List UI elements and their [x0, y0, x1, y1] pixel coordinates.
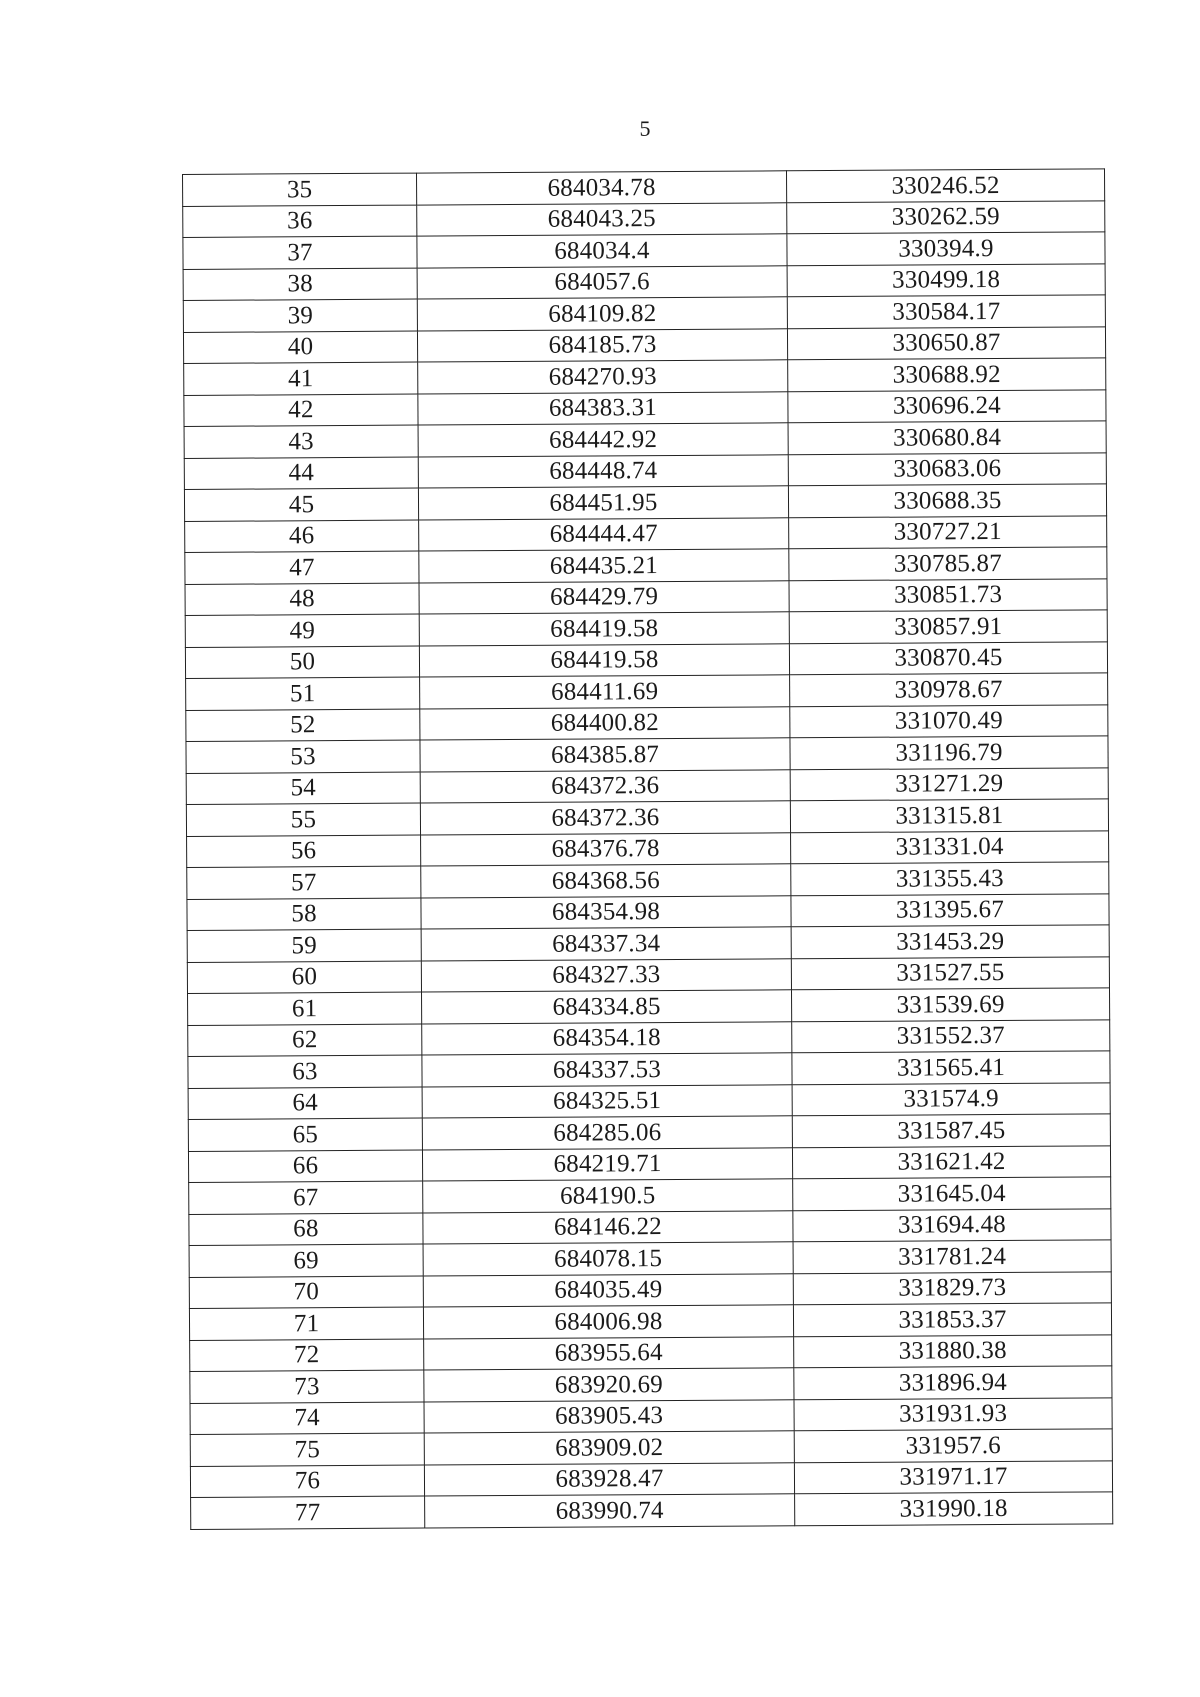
x-coordinate-cell: 683909.02	[424, 1431, 794, 1465]
x-coordinate-cell: 684376.78	[421, 832, 791, 866]
x-coordinate-cell: 684285.06	[422, 1116, 792, 1150]
x-coordinate-cell: 684078.15	[423, 1242, 793, 1276]
y-coordinate-cell: 330246.52	[786, 169, 1104, 202]
y-coordinate-cell: 330650.87	[787, 326, 1105, 359]
point-number-cell: 70	[189, 1276, 423, 1309]
x-coordinate-cell: 684435.21	[419, 549, 789, 583]
point-number-cell: 66	[188, 1150, 422, 1183]
x-coordinate-cell: 684219.71	[422, 1147, 792, 1181]
y-coordinate-cell: 331829.73	[793, 1271, 1111, 1304]
x-coordinate-cell: 684190.5	[423, 1179, 793, 1213]
y-coordinate-cell: 331070.49	[790, 704, 1108, 737]
x-coordinate-cell: 684354.98	[421, 895, 791, 929]
point-number-cell: 71	[189, 1307, 423, 1340]
point-number-cell: 41	[184, 362, 418, 395]
point-number-cell: 45	[184, 488, 418, 521]
x-coordinate-cell: 684334.85	[422, 990, 792, 1024]
point-number-cell: 64	[188, 1087, 422, 1120]
point-number-cell: 37	[183, 236, 417, 269]
x-coordinate-cell: 684419.58	[419, 643, 789, 677]
y-coordinate-cell: 331453.29	[791, 925, 1109, 958]
x-coordinate-cell: 684354.18	[422, 1021, 792, 1055]
point-number-cell: 50	[185, 646, 419, 679]
x-coordinate-cell: 684419.58	[419, 612, 789, 646]
y-coordinate-cell: 331880.38	[794, 1334, 1112, 1367]
point-number-cell: 53	[186, 740, 420, 773]
x-coordinate-cell: 684372.36	[420, 801, 790, 835]
point-number-cell: 35	[183, 173, 417, 206]
x-coordinate-cell: 684325.51	[422, 1084, 792, 1118]
y-coordinate-cell: 331574.9	[792, 1082, 1110, 1115]
point-number-cell: 62	[188, 1024, 422, 1057]
page-number: 5	[639, 116, 651, 141]
y-coordinate-cell: 331957.6	[794, 1429, 1112, 1462]
x-coordinate-cell: 684411.69	[420, 675, 790, 709]
y-coordinate-cell: 331196.79	[790, 736, 1108, 769]
point-number-cell: 59	[187, 929, 421, 962]
x-coordinate-cell: 683928.47	[424, 1462, 794, 1496]
point-number-cell: 47	[185, 551, 419, 584]
y-coordinate-cell: 330680.84	[788, 421, 1106, 454]
x-coordinate-cell: 684034.4	[417, 234, 787, 268]
point-number-cell: 39	[183, 299, 417, 332]
x-coordinate-cell: 684448.74	[418, 454, 788, 488]
y-coordinate-cell: 331971.17	[794, 1460, 1112, 1493]
y-coordinate-cell: 331527.55	[791, 956, 1109, 989]
point-number-cell: 54	[186, 772, 420, 805]
y-coordinate-cell: 331990.18	[795, 1492, 1113, 1525]
y-coordinate-cell: 331694.48	[793, 1208, 1111, 1241]
y-coordinate-cell: 331645.04	[793, 1177, 1111, 1210]
point-number-cell: 49	[185, 614, 419, 647]
y-coordinate-cell: 331315.81	[790, 799, 1108, 832]
x-coordinate-cell: 684337.53	[422, 1053, 792, 1087]
y-coordinate-cell: 330870.45	[789, 641, 1107, 674]
x-coordinate-cell: 683990.74	[425, 1494, 795, 1528]
y-coordinate-cell: 331552.37	[792, 1019, 1110, 1052]
y-coordinate-cell: 331781.24	[793, 1240, 1111, 1273]
y-coordinate-cell: 330696.24	[788, 389, 1106, 422]
y-coordinate-cell: 330688.92	[788, 358, 1106, 391]
coordinate-table-body	[183, 169, 1113, 1529]
x-coordinate-cell: 684043.25	[417, 202, 787, 236]
y-coordinate-cell: 331539.69	[791, 988, 1109, 1021]
point-number-cell: 55	[186, 803, 420, 836]
y-coordinate-cell: 330978.67	[790, 673, 1108, 706]
x-coordinate-cell: 683905.43	[424, 1399, 794, 1433]
x-coordinate-cell: 684006.98	[423, 1305, 793, 1339]
table-row	[191, 1492, 1113, 1529]
x-coordinate-cell: 684185.73	[417, 328, 787, 362]
y-coordinate-cell: 330851.73	[789, 578, 1107, 611]
x-coordinate-cell: 684057.6	[417, 265, 787, 299]
x-coordinate-cell: 684270.93	[418, 360, 788, 394]
point-number-cell: 36	[183, 205, 417, 238]
point-number-cell: 46	[185, 520, 419, 553]
point-number-cell: 72	[190, 1339, 424, 1372]
x-coordinate-cell: 684372.36	[420, 769, 790, 803]
point-number-cell: 77	[191, 1496, 425, 1529]
y-coordinate-cell: 330785.87	[789, 547, 1107, 580]
y-coordinate-cell: 331853.37	[793, 1303, 1111, 1336]
point-number-cell: 57	[187, 866, 421, 899]
point-number-cell: 63	[188, 1055, 422, 1088]
point-number-cell: 60	[187, 961, 421, 994]
y-coordinate-cell: 331896.94	[794, 1366, 1112, 1399]
point-number-cell: 69	[189, 1244, 423, 1277]
x-coordinate-cell: 684400.82	[420, 706, 790, 740]
x-coordinate-cell: 684035.49	[423, 1273, 793, 1307]
y-coordinate-cell: 330499.18	[787, 263, 1105, 296]
point-number-cell: 58	[187, 898, 421, 931]
point-number-cell: 56	[187, 835, 421, 868]
point-number-cell: 74	[190, 1402, 424, 1435]
y-coordinate-cell: 331355.43	[791, 862, 1109, 895]
x-coordinate-cell: 684385.87	[420, 738, 790, 772]
coordinate-table	[182, 168, 1113, 1529]
x-coordinate-cell: 684034.78	[416, 171, 786, 205]
y-coordinate-cell: 330727.21	[789, 515, 1107, 548]
x-coordinate-cell: 684368.56	[421, 864, 791, 898]
point-number-cell: 61	[188, 992, 422, 1025]
y-coordinate-cell: 331931.93	[794, 1397, 1112, 1430]
y-coordinate-cell: 330688.35	[788, 484, 1106, 517]
y-coordinate-cell: 331331.04	[791, 830, 1109, 863]
x-coordinate-cell: 684444.47	[419, 517, 789, 551]
y-coordinate-cell: 330262.59	[787, 200, 1105, 233]
point-number-cell: 42	[184, 394, 418, 427]
point-number-cell: 48	[185, 583, 419, 616]
x-coordinate-cell: 684146.22	[423, 1210, 793, 1244]
x-coordinate-cell: 684109.82	[417, 297, 787, 331]
point-number-cell: 76	[190, 1465, 424, 1498]
y-coordinate-cell: 330683.06	[788, 452, 1106, 485]
point-number-cell: 38	[183, 268, 417, 301]
x-coordinate-cell: 684327.33	[421, 958, 791, 992]
y-coordinate-cell: 330394.9	[787, 232, 1105, 265]
point-number-cell: 52	[186, 709, 420, 742]
y-coordinate-cell: 331565.41	[792, 1051, 1110, 1084]
y-coordinate-cell: 331395.67	[791, 893, 1109, 926]
point-number-cell: 75	[190, 1433, 424, 1466]
x-coordinate-cell: 684451.95	[418, 486, 788, 520]
point-number-cell: 43	[184, 425, 418, 458]
x-coordinate-cell: 683955.64	[424, 1336, 794, 1370]
point-number-cell: 44	[184, 457, 418, 490]
x-coordinate-cell: 684429.79	[419, 580, 789, 614]
point-number-cell: 67	[189, 1181, 423, 1214]
point-number-cell: 68	[189, 1213, 423, 1246]
y-coordinate-cell: 331621.42	[792, 1145, 1110, 1178]
y-coordinate-cell: 331587.45	[792, 1114, 1110, 1147]
point-number-cell: 40	[183, 331, 417, 364]
x-coordinate-cell: 684442.92	[418, 423, 788, 457]
y-coordinate-cell: 331271.29	[790, 767, 1108, 800]
y-coordinate-cell: 330584.17	[787, 295, 1105, 328]
y-coordinate-cell: 330857.91	[789, 610, 1107, 643]
point-number-cell: 73	[190, 1370, 424, 1403]
x-coordinate-cell: 684337.34	[421, 927, 791, 961]
x-coordinate-cell: 684383.31	[418, 391, 788, 425]
point-number-cell: 65	[188, 1118, 422, 1151]
point-number-cell: 51	[186, 677, 420, 710]
x-coordinate-cell: 683920.69	[424, 1368, 794, 1402]
